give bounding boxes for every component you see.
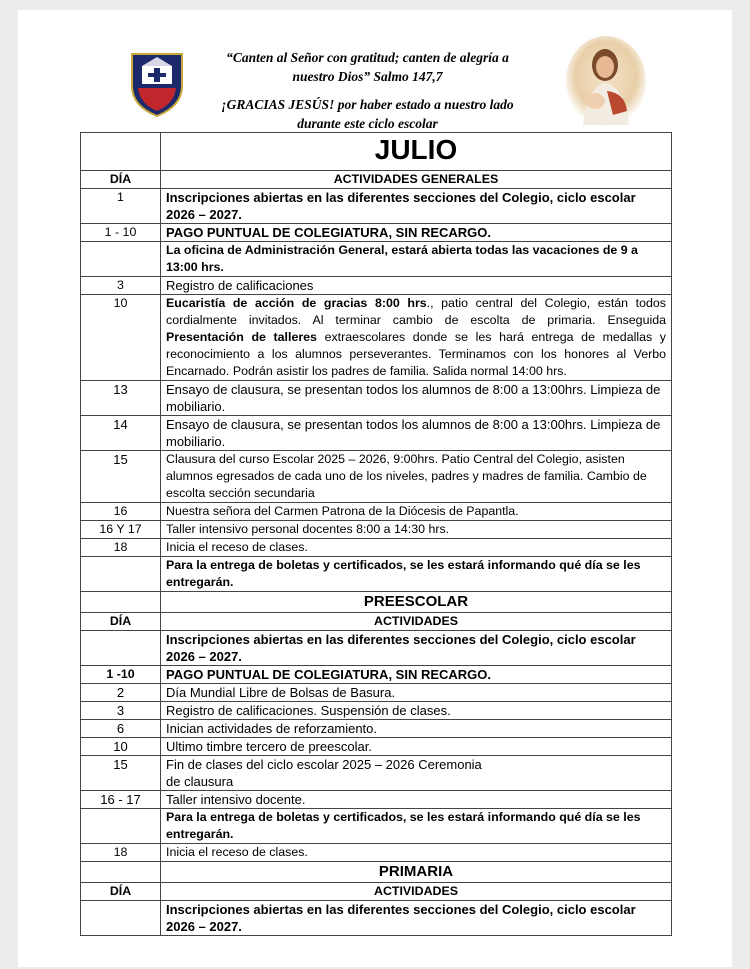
table-row [81, 756, 672, 791]
activity-cell: Registro de calificaciones [161, 277, 672, 295]
workshops-text: Presentación de talleres [166, 330, 317, 344]
activity-cell: Para la entrega de boletas y certificados, se les estará informando qué día se les entregarán. [161, 557, 672, 592]
day-cell: 6 [81, 720, 161, 738]
day-cell [81, 901, 161, 936]
activity-cell: PAGO PUNTUAL DE COLEGIATURA, SIN RECARGO. [161, 666, 672, 684]
school-crest-logo [128, 48, 186, 118]
activities-column-header: ACTIVIDADES [161, 613, 672, 631]
activities-column-header: ACTIVIDADES [161, 883, 672, 901]
activity-cell: PAGO PUNTUAL DE COLEGIATURA, SIN RECARGO. [161, 224, 672, 242]
jesus-portrait-image [565, 35, 647, 127]
activity-cell: Ensayo de clausura, se presentan todos los alumnos de 8:00 a 13:00hrs. Limpieza de mobiliario. [161, 381, 672, 416]
day-column-header: DÍA [81, 613, 161, 631]
table-row [81, 189, 672, 224]
day-cell: 18 [81, 539, 161, 557]
table-row [81, 684, 672, 702]
activity-cell: Inscripciones abiertas en las diferentes secciones del Colegio, ciclo escolar 2026 – 2027. [161, 631, 672, 666]
table-header-row [81, 171, 672, 189]
day-cell: 3 [81, 277, 161, 295]
day-column-header: DÍA [81, 883, 161, 901]
table-row [81, 844, 672, 862]
table-row [81, 738, 672, 756]
table-row [81, 557, 672, 592]
day-cell: 16 - 17 [81, 791, 161, 809]
activity-cell: Día Mundial Libre de Bolsas de Basura. [161, 684, 672, 702]
table-row [81, 539, 672, 557]
section-title-row [81, 592, 672, 613]
day-cell: 3 [81, 702, 161, 720]
activity-cell: Taller intensivo personal docentes 8:00 a 14:30 hrs. [161, 521, 672, 539]
activity-cell: Ensayo de clausura, se presentan todos los alumnos de 8:00 a 13:00hrs. Limpieza de mobiliario. [161, 416, 672, 451]
activity-cell: Registro de calificaciones. Suspensión de clases. [161, 702, 672, 720]
table-row [81, 702, 672, 720]
activity-cell: Para la entrega de boletas y certificados, se les estará informando qué día se les entregarán. [161, 809, 672, 844]
activities-table [80, 132, 672, 936]
day-cell: 1 -10 [81, 666, 161, 684]
bible-quote: “Canten al Señor con gratitud; canten de alegría a nuestro Dios” Salmo 147,7 [226, 50, 509, 84]
day-cell: 1 - 10 [81, 224, 161, 242]
activity-cell: La oficina de Administración General, estará abierta todas las vacaciones de 9 a 13:00 hrs. [161, 242, 672, 277]
day-cell: 16 [81, 503, 161, 521]
day-cell: 15 [81, 451, 161, 503]
document-header [0, 0, 750, 132]
table-row [81, 666, 672, 684]
activity-text: ., patio central del Colegio, están todos cordialmente invitados. Al terminar cambio de escolta de primaria. Enseguida [166, 296, 666, 327]
activity-cell: Inicia el receso de clases. [161, 844, 672, 862]
section-title-preescolar: PREESCOLAR [161, 592, 672, 613]
activity-cell: Nuestra señora del Carmen Patrona de la Diócesis de Papantla. [161, 503, 672, 521]
activity-cell: Inician actividades de reforzamiento. [161, 720, 672, 738]
day-cell [81, 631, 161, 666]
table-row [81, 720, 672, 738]
table-row [81, 133, 672, 171]
table-row [81, 901, 672, 936]
table-header-row [81, 613, 672, 631]
table-header-row [81, 883, 672, 901]
day-cell: 14 [81, 416, 161, 451]
day-cell: 16 Y 17 [81, 521, 161, 539]
table-row [81, 295, 672, 381]
day-cell: 18 [81, 844, 161, 862]
table-row [81, 809, 672, 844]
day-cell: 2 [81, 684, 161, 702]
section-title-primaria: PRIMARIA [161, 862, 672, 883]
month-title: JULIO [161, 133, 672, 171]
day-cell: 13 [81, 381, 161, 416]
day-cell: 10 [81, 295, 161, 381]
day-cell: 10 [81, 738, 161, 756]
table-row [81, 224, 672, 242]
section-title-row [81, 862, 672, 883]
activity-cell: Ultimo timbre tercero de preescolar. [161, 738, 672, 756]
activity-cell: Clausura del curso Escolar 2025 – 2026, 9:00hrs. Patio Central del Colegio, asisten alumnos egresados de cada uno de los niveles, padres y madres de familia. Cambio de escolta sección secundaria [161, 451, 672, 503]
table-row [81, 521, 672, 539]
table-row [81, 791, 672, 809]
day-cell [81, 242, 161, 277]
day-cell [81, 557, 161, 592]
activity-cell [161, 295, 672, 381]
activity-cell: Taller intensivo docente. [161, 791, 672, 809]
table-row [81, 242, 672, 277]
activity-cell: Fin de clases del ciclo escolar 2025 – 2026 Ceremonia de clausura [161, 756, 672, 791]
table-row [81, 381, 672, 416]
table-row [81, 631, 672, 666]
table-row [81, 416, 672, 451]
day-column-header: DÍA [81, 171, 161, 189]
activities-column-header: ACTIVIDADES GENERALES [161, 171, 672, 189]
mass-text: Eucaristía de acción de gracias 8:00 hrs [166, 296, 427, 310]
activity-cell: Inscripciones abiertas en las diferentes secciones del Colegio, ciclo escolar 2026 – 2027. [161, 901, 672, 936]
day-cell [81, 809, 161, 844]
day-cell: 15 [81, 756, 161, 791]
table-row [81, 451, 672, 503]
table-row [81, 277, 672, 295]
activity-cell: Inscripciones abiertas en las diferentes secciones del Colegio, ciclo escolar 2026 – 2027. [161, 189, 672, 224]
thanks-message: ¡GRACIAS JESÚS! por haber estado a nuestro lado durante este ciclo escolar [221, 97, 514, 131]
table-row [81, 503, 672, 521]
activity-text: extraescolares donde se les hará entrega de medallas y reconocimiento a los alumnos perseverantes. Terminamos con los honores al Verbo Encarnado. Podrán asistir los padres de familia. Salida normal 14:00 hrs. [166, 330, 667, 378]
activity-cell: Inicia el receso de clases. [161, 539, 672, 557]
day-cell: 1 [81, 189, 161, 224]
